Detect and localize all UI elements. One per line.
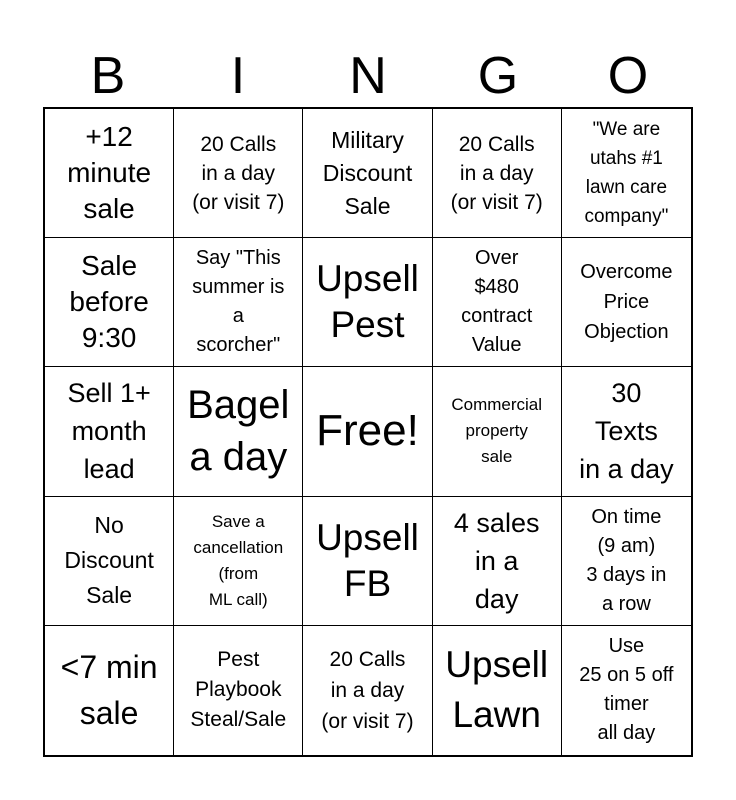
bingo-cell[interactable] xyxy=(303,626,432,755)
cell-text: Use 25 on 5 off timer all day xyxy=(579,635,674,745)
bingo-cell[interactable] xyxy=(303,238,432,367)
cell-text: Overcome Price Objection xyxy=(580,261,673,344)
bingo-header xyxy=(43,46,693,106)
bingo-cell[interactable] xyxy=(433,626,562,755)
cell-text: Sale before 9:30 xyxy=(69,250,149,354)
header-letter-i: I xyxy=(230,47,246,105)
bingo-cell[interactable] xyxy=(562,238,691,367)
cell-text: Save a cancellation (from ML call) xyxy=(193,511,284,609)
cell-text: 30 Texts in a day xyxy=(579,378,674,485)
bingo-cell[interactable] xyxy=(45,626,174,755)
bingo-cell[interactable] xyxy=(174,109,303,238)
bingo-cell[interactable] xyxy=(45,109,174,238)
bingo-cell[interactable] xyxy=(303,497,432,626)
cell-text: Commercial property sale xyxy=(451,395,543,467)
cell-text: On time (9 am) 3 days in a row xyxy=(586,505,667,615)
cell-text: 20 Calls in a day (or visit 7) xyxy=(450,132,543,214)
cell-text: Upsell Pest xyxy=(316,258,419,346)
bingo-cell[interactable] xyxy=(562,367,691,496)
bingo-cell[interactable] xyxy=(174,497,303,626)
bingo-cell[interactable] xyxy=(45,497,174,626)
cell-text: Upsell Lawn xyxy=(445,644,549,736)
bingo-board xyxy=(43,107,693,757)
bingo-cell[interactable] xyxy=(562,497,691,626)
header-letter-o: O xyxy=(607,47,649,105)
cell-text: Bagel a day xyxy=(187,383,290,480)
bingo-cell[interactable] xyxy=(433,497,562,626)
cell-text: 20 Calls in a day (or visit 7) xyxy=(321,647,414,733)
bingo-cell[interactable] xyxy=(433,367,562,496)
cell-text: Over $480 contract Value xyxy=(461,247,533,357)
bingo-cell[interactable] xyxy=(174,238,303,367)
bingo-cell[interactable] xyxy=(562,626,691,755)
cell-text: "We are utahs #1 lawn care company" xyxy=(584,119,669,228)
header-letter-n: N xyxy=(349,47,387,105)
cell-text: 4 sales in a day xyxy=(453,507,540,614)
cell-text: Say "This summer is a scorcher" xyxy=(192,247,285,357)
cell-text: Upsell FB xyxy=(316,516,419,604)
cell-text: Pest Playbook Steal/Sale xyxy=(190,648,287,732)
cell-text: 20 Calls in a day (or visit 7) xyxy=(192,132,285,214)
header-letter-g: G xyxy=(477,47,519,105)
bingo-cell[interactable] xyxy=(45,367,174,496)
bingo-cell[interactable] xyxy=(45,238,174,367)
bingo-cell[interactable] xyxy=(562,109,691,238)
free-space[interactable] xyxy=(303,367,432,496)
cell-text: +12 minute sale xyxy=(67,121,152,225)
bingo-cell[interactable] xyxy=(433,238,562,367)
bingo-cell[interactable] xyxy=(433,109,562,238)
cell-text: Free! xyxy=(316,406,419,456)
header-letter-b: B xyxy=(90,47,126,105)
cell-text: Sell 1+ month lead xyxy=(67,378,151,485)
cell-text: <7 min sale xyxy=(60,649,158,732)
bingo-cell[interactable] xyxy=(174,367,303,496)
bingo-cell[interactable] xyxy=(174,626,303,755)
cell-text: Military Discount Sale xyxy=(322,126,413,219)
cell-text: No Discount Sale xyxy=(64,512,154,609)
bingo-cell[interactable] xyxy=(303,109,432,238)
